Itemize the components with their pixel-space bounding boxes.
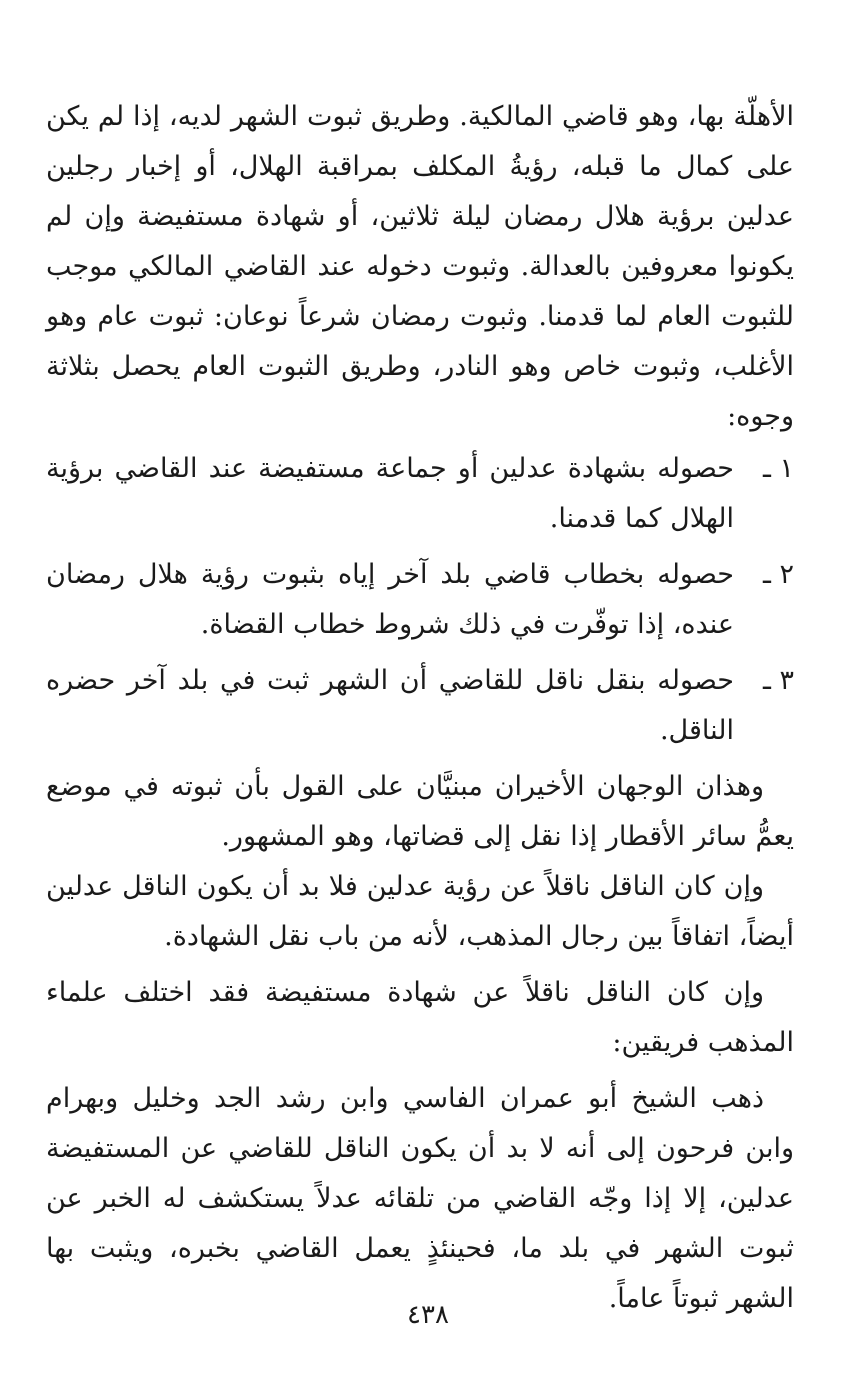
list-item-number: ٣ ـ (762, 665, 794, 696)
paragraph-5: ذهب الشيخ أبو عمران الفاسي وابن رشد الجد وخليل وبهرام وابن فرحون إلى أنه لا بد أن يكون الناقل للقاضي عن المستفيضة عدلين، إلا إذا وجّه القاضي من تلقائه عدلاً يستكشف له الخبر عن ثبوت الشهر في بلد ما، فحينئذٍ يعمل القاضي بخبره، ويثبت بها الشهر ثبوتاً عاماً. (46, 1083, 794, 1314)
list-item-text: حصوله بخطاب قاضي بلد آخر إياه بثبوت رؤية هلال رمضان عنده، إذا توفّرت في ذلك شروط خطاب القضاة. (46, 559, 734, 640)
list-item-text: حصوله بشهادة عدلين أو جماعة مستفيضة عند القاضي برؤية الهلال كما قدمنا. (46, 453, 734, 534)
list-item-number: ٢ ـ (762, 559, 794, 590)
list-item-1 (46, 444, 794, 544)
paragraph-3: وإن كان الناقل ناقلاً عن رؤية عدلين فلا بد أن يكون الناقل عدلين أيضاً، اتفاقاً بين رجال المذهب، لأنه من باب نقل الشهادة. (46, 871, 794, 952)
list-item-3 (46, 656, 794, 756)
list-item-number: ١ ـ (762, 453, 794, 484)
paragraph-2: وهذان الوجهان الأخيران مبنيَّان على القول بأن ثبوته في موضع يعمُّ سائر الأقطار إذا نقل إلى قضاتها، وهو المشهور. (46, 771, 794, 852)
paragraph-4: وإن كان الناقل ناقلاً عن شهادة مستفيضة فقد اختلف علماء المذهب فريقين: (46, 977, 794, 1058)
page-body (46, 92, 794, 1324)
page-number: ٤٣٨ (407, 1300, 449, 1330)
paragraph-1: الأهلّة بها، وهو قاضي المالكية. وطريق ثبوت الشهر لديه، إذا لم يكن على كمال ما قبله، رؤيةُ المكلف بمراقبة الهلال، أو إخبار رجلين عدلين برؤية هلال رمضان ليلة ثلاثين، أو شهادة مستفيضة وإن لم يكونوا معروفين بالعدالة. وثبوت دخوله عند القاضي المالكي موجب للثبوت العام لما قدمنا. وثبوت رمضان شرعاً نوعان: ثبوت عام وهو الأغلب، وثبوت خاص وهو النادر، وطريق الثبوت العام يحصل بثلاثة وجوه: (46, 101, 794, 432)
list-item-text: حصوله بنقل ناقل للقاضي أن الشهر ثبت في بلد آخر حضره الناقل. (46, 665, 735, 746)
list-item-2 (46, 550, 794, 650)
